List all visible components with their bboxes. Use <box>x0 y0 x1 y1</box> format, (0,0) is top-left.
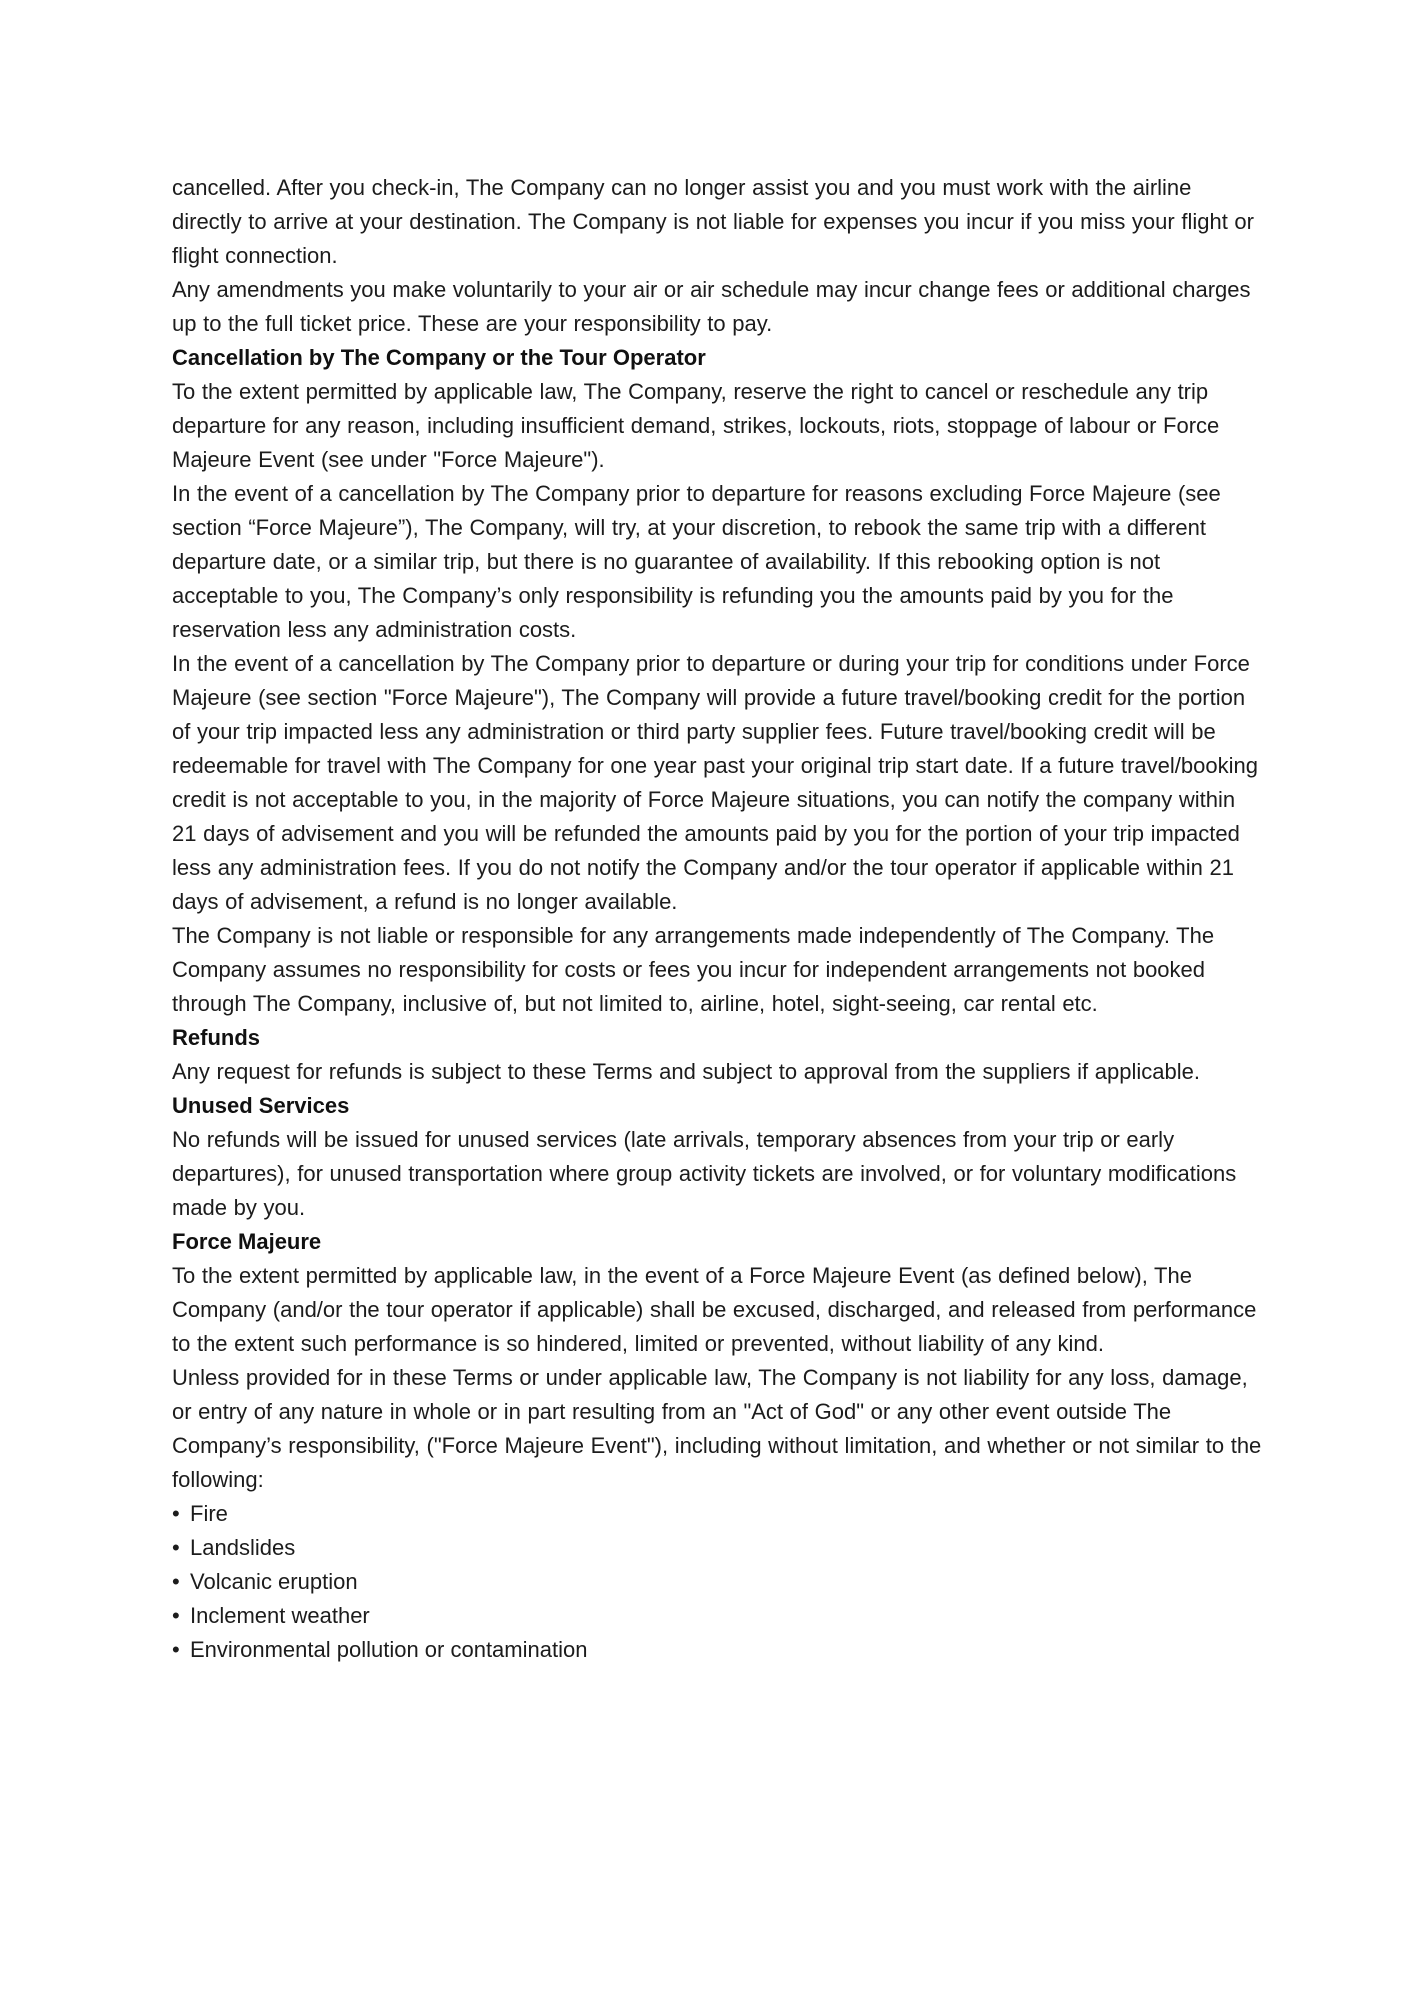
list-item <box>172 1565 1262 1599</box>
bullet-icon: • <box>172 1637 180 1662</box>
paragraph-cancellation-3: In the event of a cancellation by The Company prior to departure or during your trip for conditions under Force Majeure (see section "Force Majeure"), The Company will provide a future travel/booking credit for the portion of your trip impacted less any administration or third party supplier fees. Future travel/booking credit will be redeemable for travel with The Company for one year past your original trip start date. If a future travel/booking credit is not acceptable to you, in the majority of Force Majeure situations, you can notify the company within 21 days of advisement and you will be refunded the amounts paid by you for the portion of your trip impacted less any administration fees. If you do not notify the Company and/or the tour operator if applicable within 21 days of advisement, a refund is no longer available. <box>172 651 1258 914</box>
bullet-icon: • <box>172 1569 180 1594</box>
paragraph-cancellation-2: In the event of a cancellation by The Company prior to departure for reasons excluding Force Majeure (see section “Force Majeure”), The Company, will try, at your discretion, to rebook the same trip with a different departure date, or a similar trip, but there is no guarantee of availability. If this rebooking option is not acceptable to you, The Company’s only responsibility is refunding you the amounts paid by you for the reservation less any administration costs. <box>172 481 1221 642</box>
paragraph-refunds-1: Any request for refunds is subject to these Terms and subject to approval from the suppliers if applicable. <box>172 1059 1200 1084</box>
list-item <box>172 1633 1262 1667</box>
paragraph-cancellation-4: The Company is not liable or responsible for any arrangements made independently of The Company. The Company assumes no responsibility for costs or fees you incur for independent arrangements not booked through The Company, inclusive of, but not limited to, airline, hotel, sight-seeing, car rental etc. <box>172 923 1215 1016</box>
heading-cancellation: Cancellation by The Company or the Tour Operator <box>172 345 706 370</box>
paragraph-force-majeure-2: Unless provided for in these Terms or under applicable law, The Company is not liability for any loss, damage, or entry of any nature in whole or in part resulting from an "Act of God" or any other event outside The Company’s responsibility, ("Force Majeure Event"), including without limitation, and whether or not similar to the following: <box>172 1365 1262 1492</box>
list-item-text: Environmental pollution or contamination <box>190 1637 588 1662</box>
paragraph-force-majeure-1: To the extent permitted by applicable law, in the event of a Force Majeure Event (as defined below), The Company (and/or the tour operator if applicable) shall be excused, discharged, and released from performance to the extent such performance is so hindered, limited or prevented, without liability of any kind. <box>172 1263 1257 1356</box>
document-page <box>172 171 1262 1667</box>
paragraph-cancellation-1: To the extent permitted by applicable law, The Company, reserve the right to cancel or reschedule any trip departure for any reason, including insufficient demand, strikes, lockouts, riots, stoppage of labour or Force Majeure Event (see under "Force Majeure"). <box>172 379 1220 472</box>
heading-refunds: Refunds <box>172 1025 260 1050</box>
list-item-text: Inclement weather <box>190 1603 370 1628</box>
paragraph-intro-2: Any amendments you make voluntarily to your air or air schedule may incur change fees or additional charges up to the full ticket price. These are your responsibility to pay. <box>172 277 1251 336</box>
bullet-icon: • <box>172 1603 180 1628</box>
list-item-text: Landslides <box>190 1535 296 1560</box>
list-item-text: Fire <box>190 1501 228 1526</box>
list-item <box>172 1531 1262 1565</box>
force-majeure-list <box>172 1497 1262 1667</box>
list-item-text: Volcanic eruption <box>190 1569 358 1594</box>
bullet-icon: • <box>172 1501 180 1526</box>
list-item <box>172 1599 1262 1633</box>
list-item <box>172 1497 1262 1531</box>
paragraph-unused-services-1: No refunds will be issued for unused services (late arrivals, temporary absences from your trip or early departures), for unused transportation where group activity tickets are involved, or for voluntary modifications made by you. <box>172 1127 1237 1220</box>
heading-force-majeure: Force Majeure <box>172 1229 322 1254</box>
paragraph-intro-1: cancelled. After you check-in, The Company can no longer assist you and you must work with the airline directly to arrive at your destination. The Company is not liable for expenses you incur if you miss your flight or flight connection. <box>172 175 1254 268</box>
heading-unused-services: Unused Services <box>172 1093 350 1118</box>
bullet-icon: • <box>172 1535 180 1560</box>
